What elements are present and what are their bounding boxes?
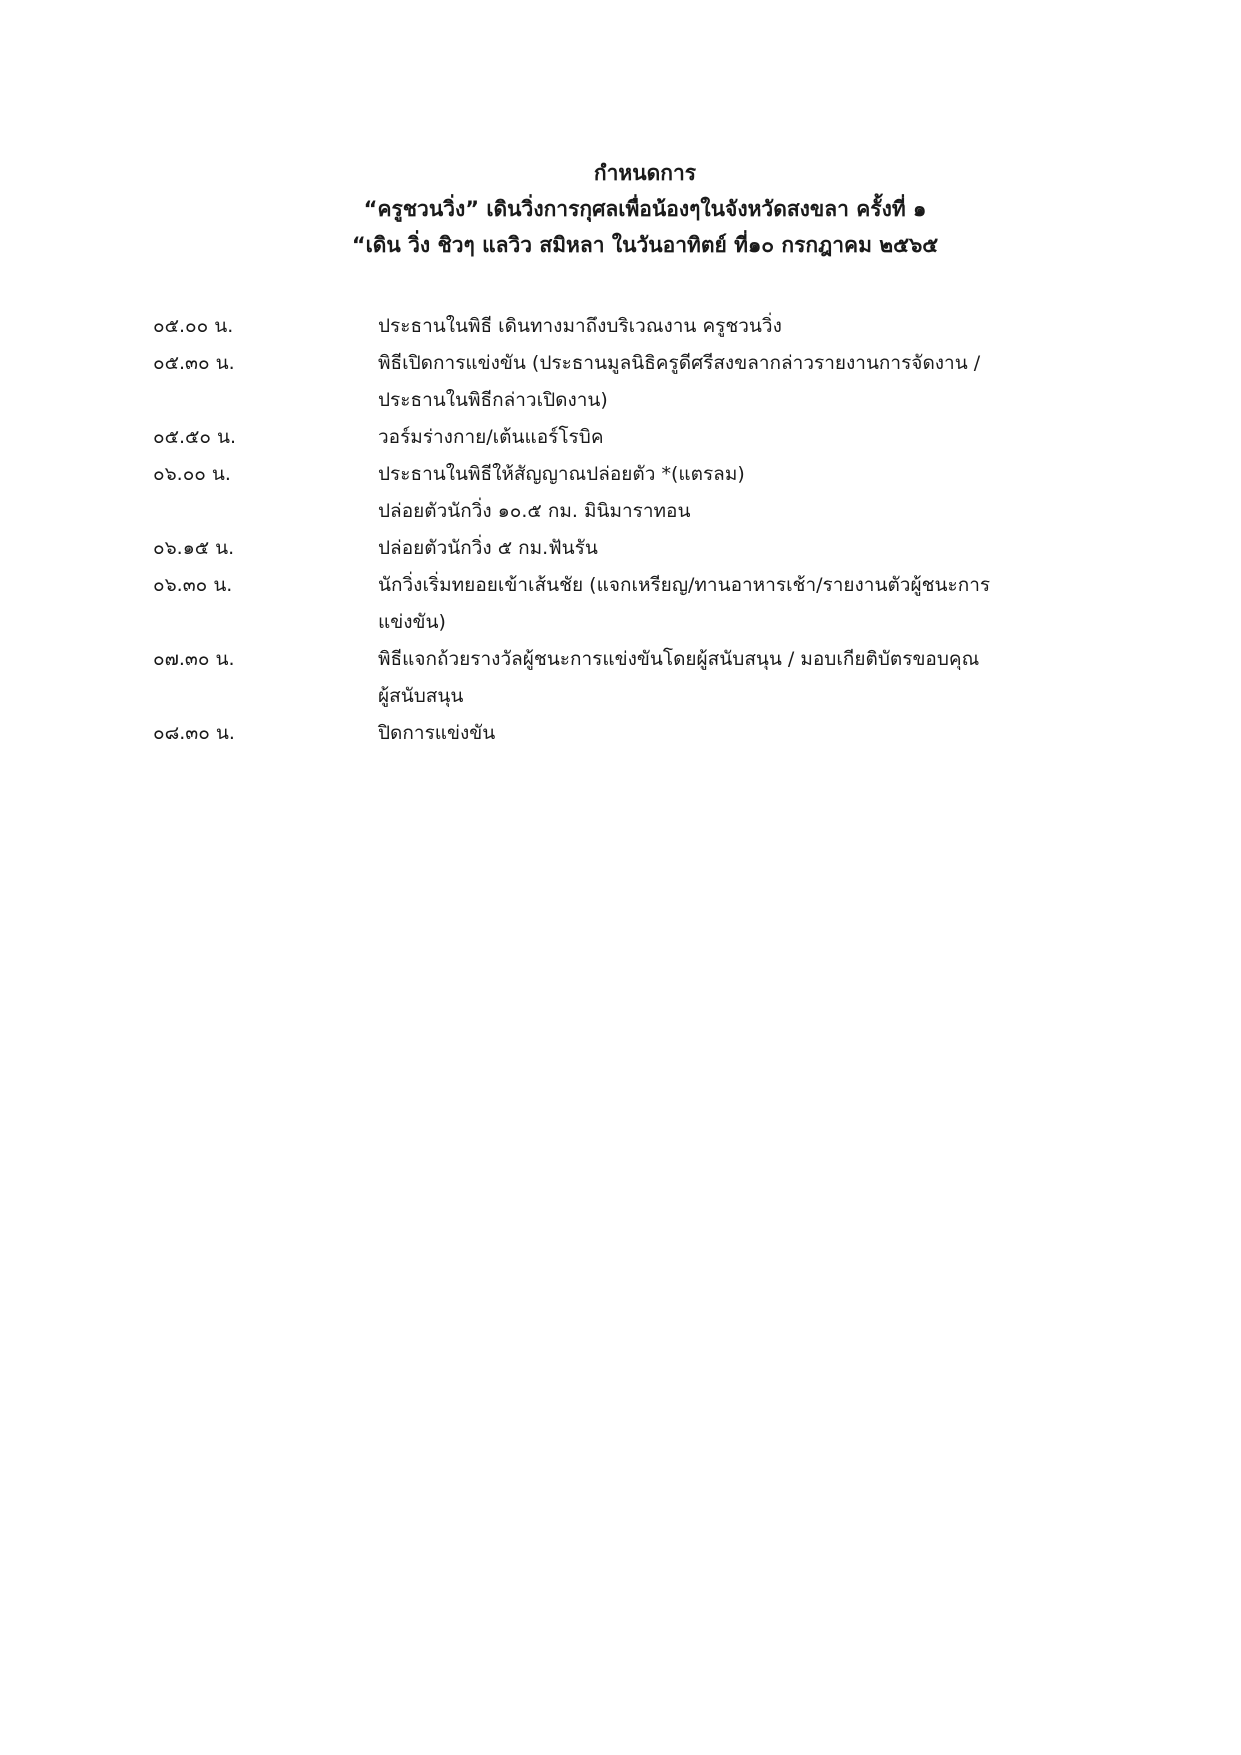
schedule-activity — [378, 715, 1048, 752]
schedule-row — [153, 308, 1053, 345]
schedule-row — [153, 419, 1053, 456]
schedule-activity — [378, 641, 1048, 715]
event-name: “ครูชวนวิ่ง” เดินวิ่งการกุศลเพื่อน้องๆในจังหวัดสงขลา ครั้งที่ ๑ — [363, 197, 927, 221]
schedule-list — [153, 308, 1053, 752]
schedule-activity-line: แข่งขัน) — [378, 611, 446, 633]
schedule-row — [153, 641, 1053, 715]
schedule-time: ๐๕.๓๐ น. — [153, 352, 235, 374]
schedule-activity — [378, 419, 1048, 456]
schedule-activity-line: ผู้สนับสนุน — [378, 685, 464, 707]
schedule-time: ๐๕.๐๐ น. — [153, 315, 234, 337]
schedule-activity — [378, 345, 1048, 419]
schedule-row — [153, 345, 1053, 419]
schedule-activity-line: ประธานในพิธีกล่าวเปิดงาน) — [378, 389, 608, 411]
event-subtitle-date: “เดิน วิ่ง ชิวๆ แลวิว สมิหลา ในวันอาทิตย์ ที่๑๐ กรกฎาคม ๒๕๖๕ — [351, 233, 939, 257]
document-title: กำหนดการ — [593, 161, 697, 185]
schedule-row — [153, 715, 1053, 752]
schedule-activity-line: ปล่อยตัวนักวิ่ง ๕ กม.ฟันรัน — [378, 537, 598, 559]
schedule-row — [153, 456, 1053, 530]
schedule-time: ๐๗.๓๐ น. — [153, 648, 235, 670]
schedule-activity-line: ปิดการแข่งขัน — [378, 722, 496, 744]
schedule-time: ๐๕.๕๐ น. — [153, 426, 237, 448]
schedule-row — [153, 530, 1053, 567]
schedule-row — [153, 567, 1053, 641]
schedule-activity — [378, 456, 1048, 530]
schedule-activity — [378, 530, 1048, 567]
schedule-activity-line: วอร์มร่างกาย/เต้นแอร์โรบิค — [378, 426, 604, 448]
schedule-time: ๐๘.๓๐ น. — [153, 722, 235, 744]
schedule-time: ๐๖.๐๐ น. — [153, 463, 231, 485]
schedule-time: ๐๖.๓๐ น. — [153, 574, 233, 596]
document-header — [150, 155, 1140, 263]
schedule-activity-line: พิธีแจกถ้วยรางวัลผู้ชนะการแข่งขันโดยผู้สนับสนุน / มอบเกียติบัตรขอบคุณ — [378, 648, 980, 670]
schedule-activity — [378, 308, 1048, 345]
schedule-activity-line: ปล่อยตัวนักวิ่ง ๑๐.๕ กม. มินิมาราทอน — [378, 500, 691, 522]
schedule-activity — [378, 567, 1048, 641]
schedule-activity-line: นักวิ่งเริ่มทยอยเข้าเส้นชัย (แจกเหรียญ/ทานอาหารเช้า/รายงานตัวผู้ชนะการ — [378, 574, 991, 596]
schedule-activity-line: ประธานในพิธีให้สัญญาณปล่อยตัว *(แตรลม) — [378, 463, 745, 485]
schedule-activity-line: พิธีเปิดการแข่งขัน (ประธานมูลนิธิครูดีศรีสงขลากล่าวรายงานการจัดงาน / — [378, 352, 981, 374]
schedule-activity-line: ประธานในพิธี เดินทางมาถึงบริเวณงาน ครูชวนวิ่ง — [378, 315, 782, 337]
schedule-time: ๐๖.๑๕ น. — [153, 537, 235, 559]
